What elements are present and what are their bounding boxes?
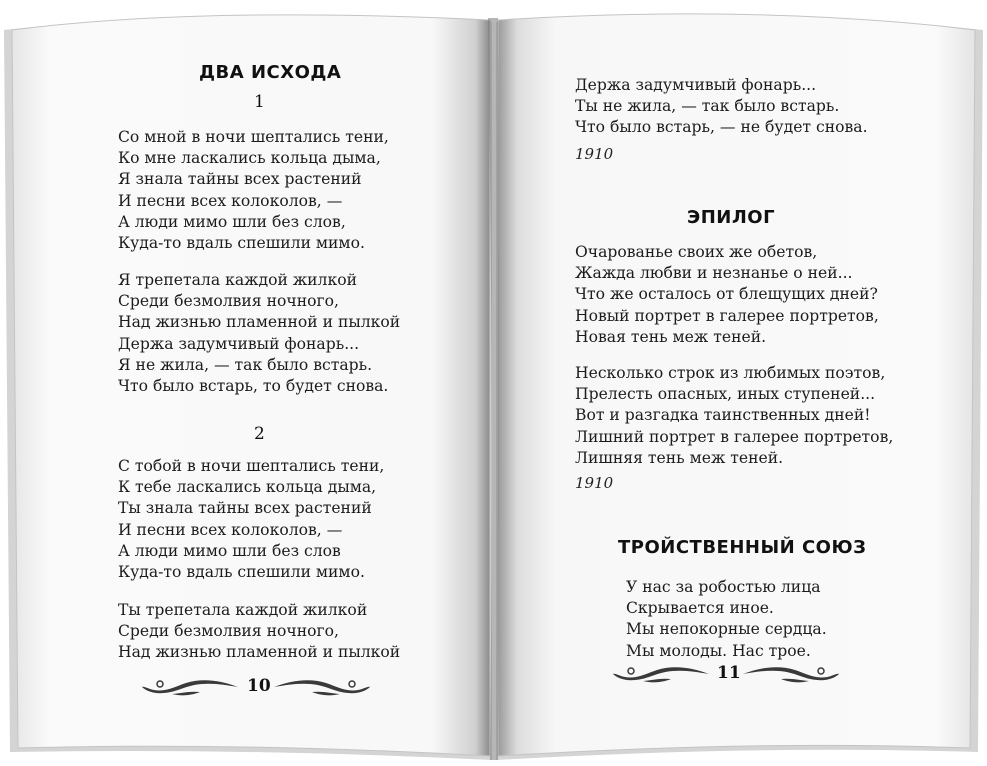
poem-line: Новая тень меж теней.	[575, 327, 767, 346]
poem-line: Ты знала тайны всех растений	[118, 499, 372, 518]
poem-line: Держа задумчивый фонарь...	[575, 76, 817, 94]
poem-title-dva-ishoda: ДВА ИСХОДА	[199, 62, 342, 83]
poem-year: 1910	[575, 474, 614, 492]
poem-line: Куда-то вдаль спешили мимо.	[118, 234, 365, 253]
right-page	[494, 0, 987, 766]
poem-line: Лишний портрет в галерее портретов,	[575, 427, 894, 446]
poem-line: Куда-то вдаль спешили мимо.	[118, 563, 365, 582]
poem-line: А люди мимо шли без слов,	[118, 212, 346, 231]
poem-line: Скрывается иное.	[626, 599, 774, 618]
stanza-2	[118, 270, 400, 397]
poem-line: Новый портрет в галерее портретов,	[575, 306, 879, 325]
poem-line: Я трепетала каждой жилкой	[118, 271, 357, 289]
poem-line: Несколько строк из любимых поэтов,	[575, 364, 886, 382]
poem-line: Я не жила, — так было встарь.	[118, 355, 373, 374]
stanza-4	[118, 600, 400, 664]
stanza-continuation	[575, 75, 868, 139]
stanza-3	[118, 456, 384, 583]
page-number-right: 11	[717, 663, 741, 683]
poem-line: Что же осталось от блещущих дней?	[575, 285, 878, 304]
poem-line: Жажда любви и незнанье о ней...	[575, 264, 853, 283]
poem-line: С тобой в ночи шептались тени,	[118, 457, 385, 475]
poem-line: Среди безмолвия ночного,	[118, 622, 339, 641]
poem-line: К тебе ласкались кольца дыма,	[118, 478, 377, 497]
poem-line: Что было встарь, то будет снова.	[118, 377, 389, 396]
poem-line: Среди безмолвия ночного,	[118, 292, 339, 311]
ornament-right-icon	[741, 663, 841, 685]
section-number-2: 2	[254, 424, 265, 444]
poem-line: Прелесть опасных, иных ступеней...	[575, 385, 876, 404]
poem-line: Держа задумчивый фонарь...	[118, 334, 360, 353]
poem-line: А люди мимо шли без слов	[118, 541, 341, 560]
poem-line: Лишняя тень меж теней.	[575, 448, 784, 467]
poem-line: Я знала тайны всех растений	[118, 170, 362, 189]
poem-line: Над жизнью пламенной и пылкой	[118, 313, 401, 332]
poem-line: У нас за робостью лица	[626, 578, 821, 596]
epilog-stanza-2	[575, 363, 893, 469]
poem-line: Что было встарь, — не будет снова.	[575, 118, 868, 137]
poem-line: Ко мне ласкались кольца дыма,	[118, 149, 381, 168]
poem-line: Мы непокорные сердца.	[626, 620, 827, 639]
poem-title-troystvenny-soyuz: ТРОЙСТВЕННЫЙ СОЮЗ	[618, 537, 867, 558]
epilog-stanza-1	[575, 242, 879, 348]
poem-year: 1910	[575, 145, 614, 163]
poem-line: Со мной в ночи шептались тени,	[118, 128, 389, 146]
poem-line: И песни всех колоколов, —	[118, 191, 343, 210]
poem-line: Вот и разгадка таинственных дней!	[575, 406, 871, 425]
poem-line: Мы молоды. Нас трое.	[626, 641, 811, 660]
section-number-1: 1	[254, 92, 265, 112]
poem-line: Ты трепетала каждой жилкой	[118, 601, 368, 619]
poem-line: Очарованье своих же обетов,	[575, 243, 818, 261]
poem-title-epilog: ЭПИЛОГ	[687, 207, 776, 228]
ornament-left-icon	[611, 663, 711, 685]
page-number-left: 10	[247, 676, 271, 696]
poem-line: И песни всех колоколов, —	[118, 520, 343, 539]
union-stanza	[626, 577, 827, 662]
poem-line: Ты не жила, — так было встарь.	[575, 97, 840, 116]
stanza-1	[118, 127, 389, 254]
ornament-right-icon	[272, 676, 372, 698]
poem-line: Над жизнью пламенной и пылкой	[118, 643, 401, 662]
ornament-left-icon	[140, 676, 240, 698]
